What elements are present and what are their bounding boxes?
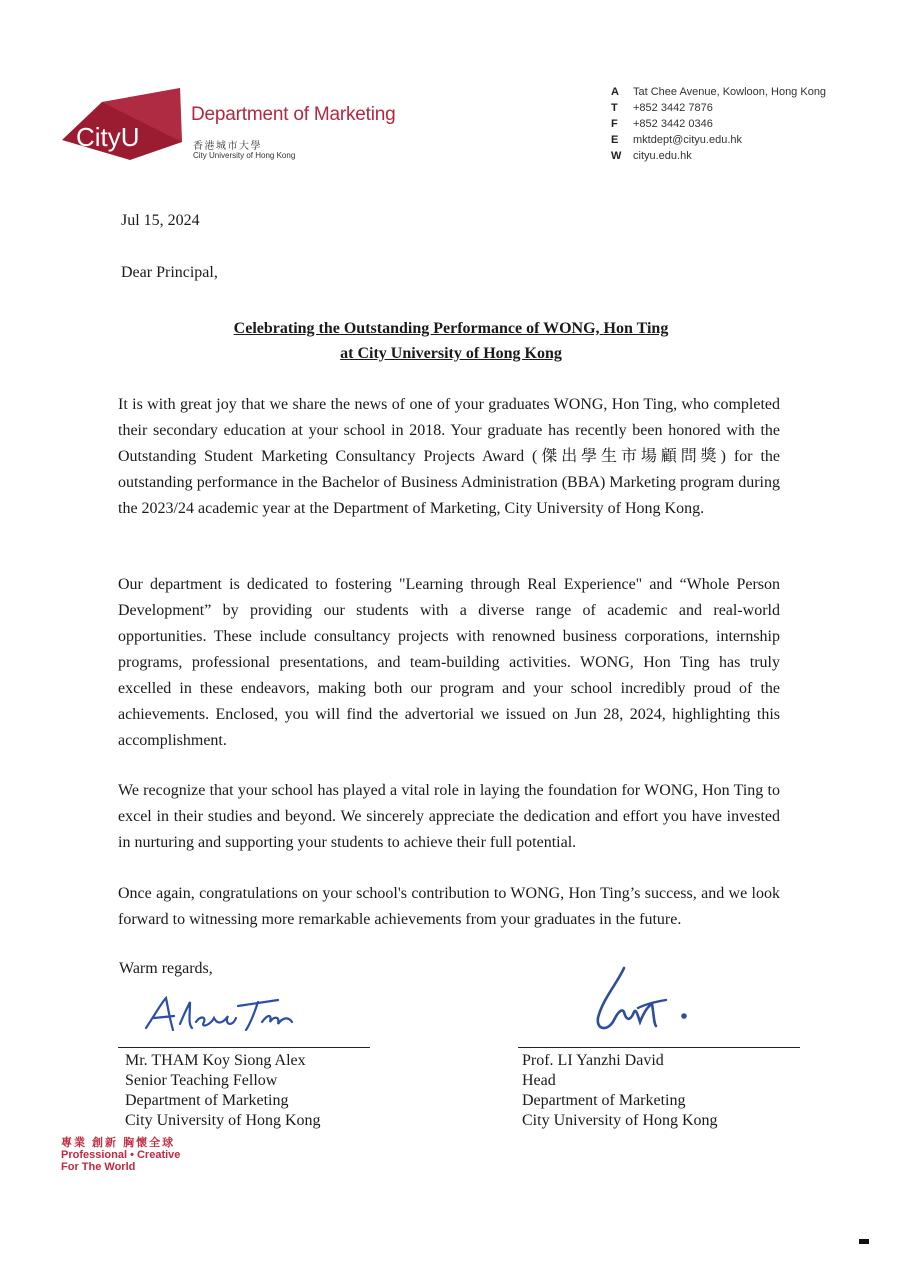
contact-address: A Tat Chee Avenue, Kowloon, Hong Kong [611,86,827,98]
university-name-zh: 香港城市大學 [193,141,262,152]
signatory-title: Head [522,1072,556,1089]
signatory-department: Department of Marketing [522,1092,686,1109]
tagline-en-1: Professional • Creative [61,1149,181,1161]
contact-block [611,84,826,164]
paragraph-3: We recognize that your school has played a vital role in laying the foundation for WONG, Hon Ting to excel in their studies and beyond. We sincerely appreciate the dedication and effort you have invested in nurturing and supporting your students to achieve their full potential. [118,782,780,851]
letter-date: Jul 15, 2024 [121,212,200,229]
signatory-organization: City University of Hong Kong [125,1112,321,1129]
signatory-left [125,1051,321,1131]
signature-left [140,992,300,1036]
subject-line-2: at City University of Hong Kong [340,345,562,362]
scan-mark [859,1239,869,1244]
paragraph-4: Once again, congratulations on your school's contribution to WONG, Hon Ting’s success, and we look forward to witnessing more remarkable achievements from your graduates in the future. [118,885,780,928]
signature-line-right [518,1047,800,1048]
signature-line-left [118,1047,370,1048]
department-name: Department of Marketing [191,104,396,125]
logo-wordmark: CityU [76,122,140,152]
signatory-organization: City University of Hong Kong [522,1112,718,1129]
tagline-zh: 專業 創新 胸懷全球 [61,1137,176,1149]
cityu-logo [60,84,188,164]
contact-website: W cityu.edu.hk [611,150,692,162]
university-name-en: City University of Hong Kong [193,151,296,160]
signatory-title: Senior Teaching Fellow [125,1072,278,1089]
signatory-name: Mr. THAM Koy Siong Alex [125,1052,306,1069]
tagline-en-2: For The World [61,1161,136,1173]
subject-heading [121,316,781,366]
signature-right [588,960,698,1040]
paragraph-1: It is with great joy that we share the news of one of your graduates WONG, Hon Ting, who completed their secondary education at your school in 2018. Your graduate has recently been honored with the Outstanding Student Marketing Consultancy Projects Award (傑出學生市場顧問獎) for the outstanding performance in the Bachelor of Business Administration (BBA) Marketing program during the 2023/24 academic year at the Department of Marketing, City University of Hong Kong. [118,396,780,517]
contact-fax: F +852 3442 0346 [611,118,713,130]
closing: Warm regards, [119,960,213,977]
signatory-name: Prof. LI Yanzhi David [522,1052,664,1069]
subject-line-1: Celebrating the Outstanding Performance of WONG, Hon Ting [233,320,669,337]
contact-telephone: T +852 3442 7876 [611,102,713,114]
contact-email: E mktdept@cityu.edu.hk [611,134,742,146]
paragraph-2: Our department is dedicated to fostering "Learning through Real Experience" and “Whole Person Development” by providing our students with a diverse range of academic and real-world opportunities. These include consultancy projects with renowned business corporations, internship programs, professional presentations, and team-building activities. WONG, Hon Ting has truly excelled in these endeavors, making both our program and your school incredibly proud of the achievements. Enclosed, you will find the advertorial we issued on Jun 28, 2024, highlighting this accomplishment. [118,576,780,749]
salutation: Dear Principal, [121,264,218,281]
signatory-right [522,1051,718,1131]
footer-tagline [61,1137,180,1173]
signatory-department: Department of Marketing [125,1092,289,1109]
